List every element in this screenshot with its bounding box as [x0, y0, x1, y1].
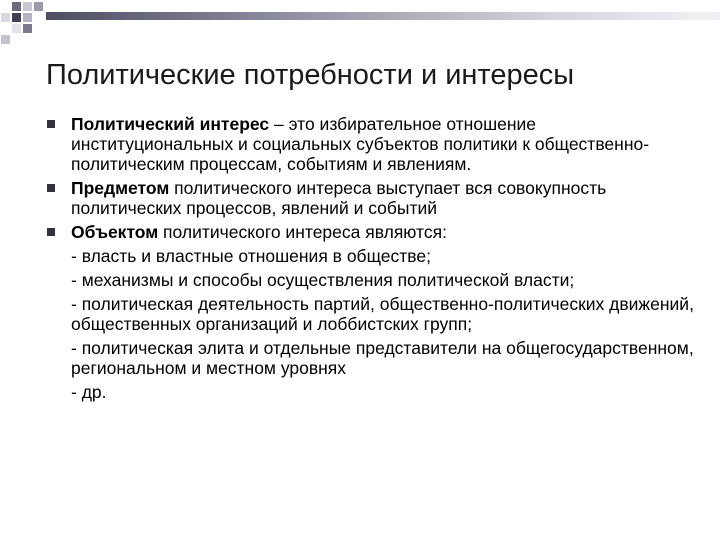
decor-square [1, 13, 10, 22]
sub-item: - политическая деятельность партий, общественно-политических движений, общественных организаций и лоббистских групп; [71, 294, 694, 334]
sub-item: - власть и властные отношения в обществе; [71, 246, 431, 266]
square-bullet-icon [47, 228, 55, 236]
slide-title: Политические потребности и интересы [46, 59, 575, 91]
sub-item: - политическая элита и отдельные представители на общегосударственном, региональном и местном уровнях [71, 338, 694, 378]
decor-square [34, 2, 43, 11]
square-bullet-icon [47, 120, 55, 128]
bullet-bold-term: Объектом [71, 222, 159, 242]
square-bullet-icon [47, 184, 55, 192]
decor-square [1, 35, 10, 44]
bullet-item [47, 178, 697, 218]
bullet-item [47, 114, 697, 174]
slide-content [47, 114, 697, 402]
decor-square [23, 13, 32, 22]
bullet-bold-term: Политический интерес [71, 114, 270, 134]
sub-item: - др. [71, 382, 107, 402]
bullet-item [47, 222, 697, 242]
decor-square [12, 13, 21, 22]
decor-square [23, 24, 32, 33]
header-gradient-bar [46, 12, 720, 20]
bullet-text: – это избирательное отношение институциональных и социальных субъектов политики к общественно-политическим процессам, событиям и явлениям. [71, 114, 650, 174]
bullet-bold-term: Предметом [71, 178, 170, 198]
decor-square [23, 2, 32, 11]
sub-item: - механизмы и способы осуществления политической власти; [71, 270, 575, 290]
bullet-text: политического интереса являются: [158, 222, 447, 242]
decor-square [12, 2, 21, 11]
decor-square [12, 24, 21, 33]
bullet-text: политического интереса выступает вся совокупность политических процессов, явлений и событий [71, 178, 607, 218]
